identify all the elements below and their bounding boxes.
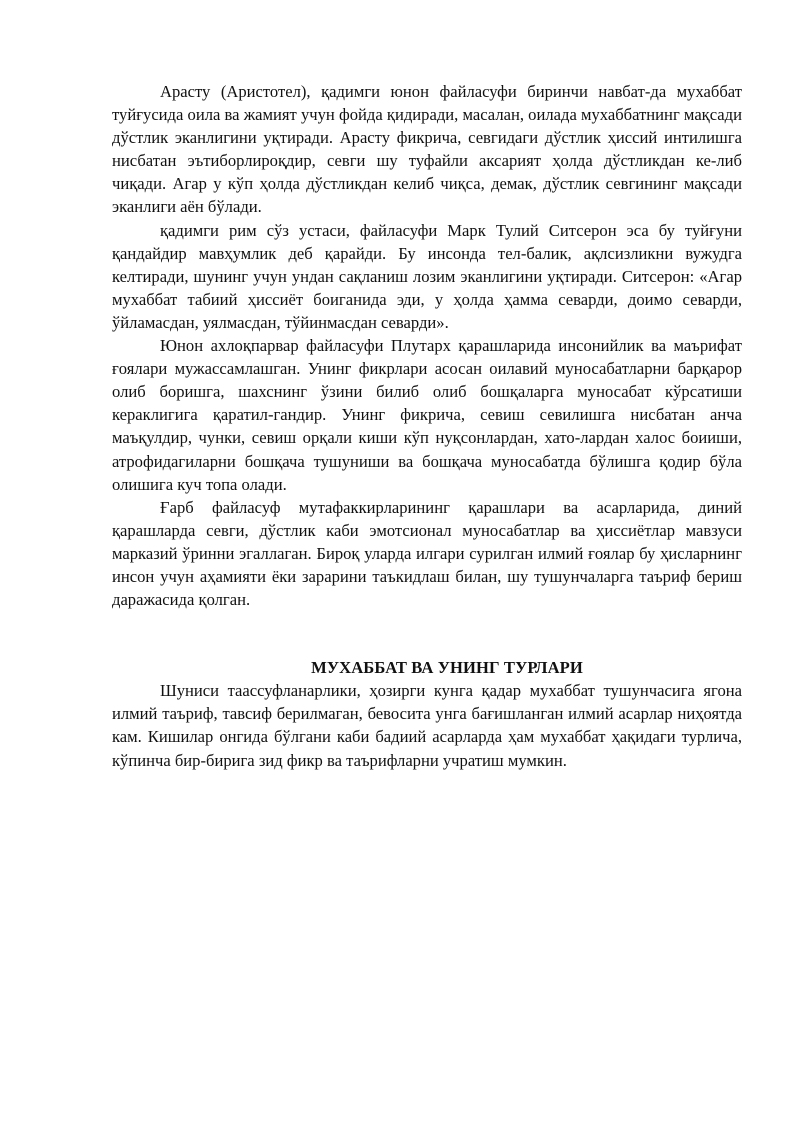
paragraph-cicero: қадимги рим сўз устаси, файласуфи Марк Тулий Ситсерон эса бу туйғуни қандайдир мавҳумлик деб қарайди. Бу инсонда тел-балик, ақлсизликни вужудга келтиради, шунинг учун ундан сақланиш лозим эканлигини уқтиради. Ситсерон: «Агар мухаббат табиий ҳиссиёт боиганида эди, у ҳолда ҳамма севарди, доимо севарди, ўйламасдан, уялмасдан, тўйинмасдан севарди». [112, 220, 742, 332]
paragraph-plutarch: Юнон ахлоқпарвар файласуфи Плутарх қарашларида инсонийлик ва маърифат ғоялари мужассамлашган. Унинг фикрлари асосан оилавий муносабатларни барқарор олиб боришга, шахснинг ўзини билиб олиб бошқаларга муносабат кўрсатиши кераклигига қаратил-гандир. Унинг фикрича, севиш севилишга нисбатан анча маъқулдир, чунки, севиш орқали киши кўп нуқсонлардан, хато-лардан халос боииши, атрофидагиларни бошқача тушуниши ва бошқача муносабатда бўлишга қодир бўла олишига куч топа олади. [112, 336, 742, 494]
paragraph-aristotle: Арасту (Аристотел), қадимги юнон файласуфи биринчи навбат-да мухаббат туйғусида оила ва жамият учун фойда қидиради, масалан, оилада мухаббатнинг мақсади дўстлик эканлигини уқтиради. Арасту фикрича, севгидаги дўстлик ҳиссий интилишга нисбатан эътиборлироқдир, севги шу туфайли аксарият ҳолда дўстликдан ке-либ чиқади. Агар у кўп ҳолда дўстликдан келиб чиқса, демак, дўстлик севгининг мақсади эканлиги аён бўлади. [112, 82, 742, 217]
paragraph-love-definition: Шуниси таассуфланарлики, ҳозирги кунга қадар мухаббат тушунчасига ягона илмий таъриф, тавсиф берилмаган, бевосита унга бағишланган илмий асарлар ниҳоятда кам. Кишилар онгида бўлгани каби бадиий асарларда ҳам мухаббат ҳақидаги турлича, кўпинча бир-бирига зид фикр ва таърифларни учратиш мумкин. [112, 681, 742, 770]
section-heading: МУХАББАТ ВА УНИНГ ТУРЛАРИ [311, 658, 583, 678]
document-page [112, 80, 742, 772]
paragraph-western-thinkers: Ғарб файласуф мутафаккирларининг қарашлари ва асарларида, диний қарашларда севги, дўстлик каби эмотсионал муносабатлар ва ҳиссиётлар мавзуси марказий ўринни эгаллаган. Бироқ уларда илгари сурилган илмий ғоялар бу ҳисларнинг инсон учун аҳамияти ёки зарарини таъкидлаш билан, шу тушунчаларга таъриф бериш даражасида қолган. [112, 497, 742, 610]
